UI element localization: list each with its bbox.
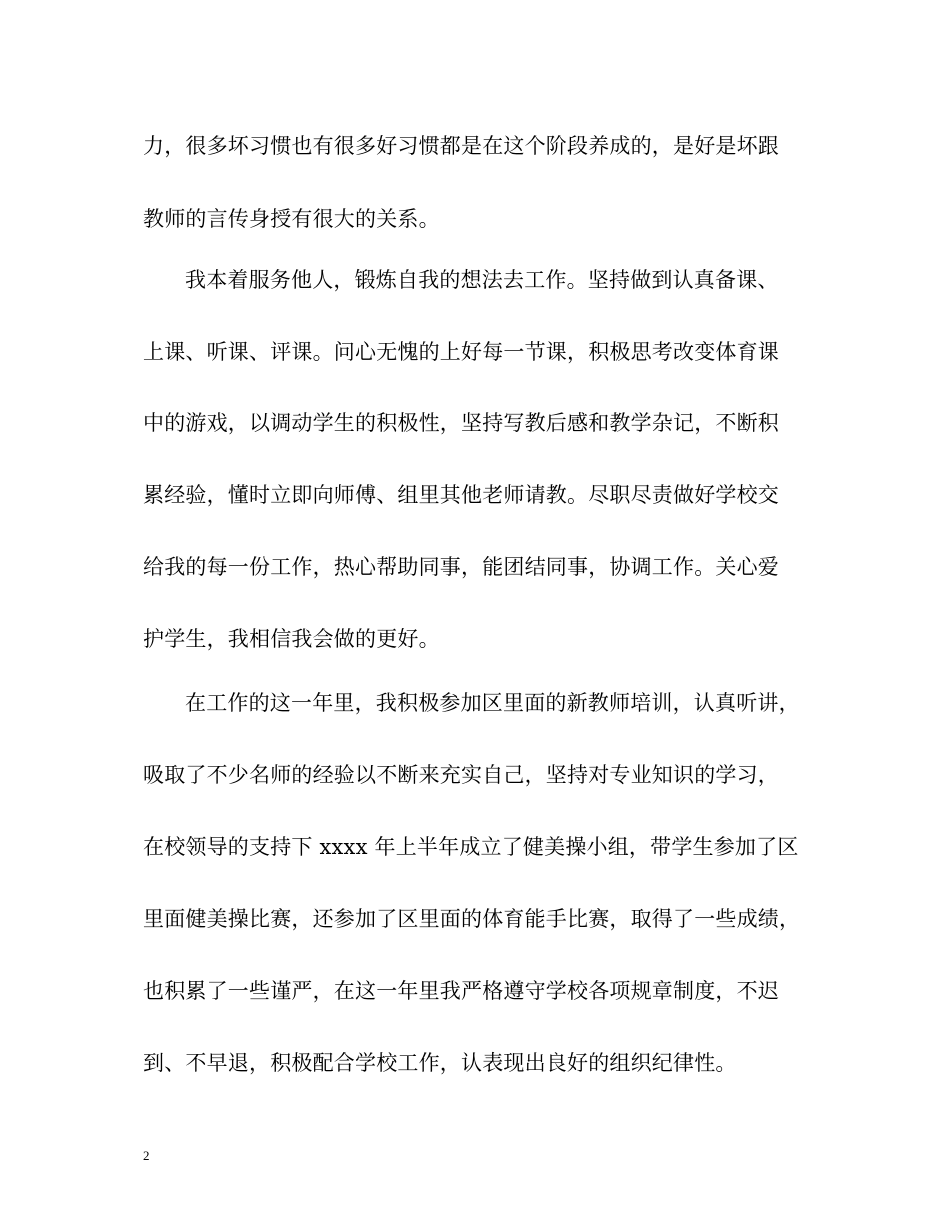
page-number: 2 [143, 1148, 150, 1163]
paragraph-3-line-4: 里面健美操比赛，还参加了区里面的体育能手比赛，取得了一些成绩， [143, 907, 801, 931]
paragraph-3-line-2: 吸取了不少名师的经验以不断来充实自己，坚持对专业知识的学习， [143, 763, 779, 787]
paragraph-3-line-5: 也积累了一些谨严，在这一年里我严格遵守学校各项规章制度，不迟 [143, 979, 779, 1003]
paragraph-1-line-2: 教师的言传身授有很大的关系。 [143, 207, 440, 231]
paragraph-3-line-1: 在工作的这一年里，我积极参加区里面的新教师培训，认真听讲， [185, 691, 800, 715]
paragraph-3-line-6: 到、不早退，积极配合学校工作，认表现出良好的组织纪律性。 [143, 1051, 737, 1075]
paragraph-3-line-3: 在校领导的支持下 xxxx 年上半年成立了健美操小组，带学生参加了区 [143, 835, 799, 859]
paragraph-2-line-3: 中的游戏，以调动学生的积极性，坚持写教后感和教学杂记，不断积 [143, 411, 779, 435]
paragraph-2-line-4: 累经验，懂时立即向师傅、组里其他老师请教。尽职尽责做好学校交 [143, 483, 779, 507]
paragraph-2-line-1: 我本着服务他人，锻炼自我的想法去工作。坚持做到认真备课、 [185, 268, 779, 292]
paragraph-2-line-2: 上课、听课、评课。问心无愧的上好每一节课，积极思考改变体育课 [143, 340, 779, 364]
paragraph-2-line-6: 护学生，我相信我会做的更好。 [143, 627, 440, 651]
paragraph-1-line-1: 力，很多坏习惯也有很多好习惯都是在这个阶段养成的，是好是坏跟 [143, 134, 779, 158]
paragraph-2-line-5: 给我的每一份工作，热心帮助同事，能团结同事，协调工作。关心爱 [143, 555, 779, 579]
